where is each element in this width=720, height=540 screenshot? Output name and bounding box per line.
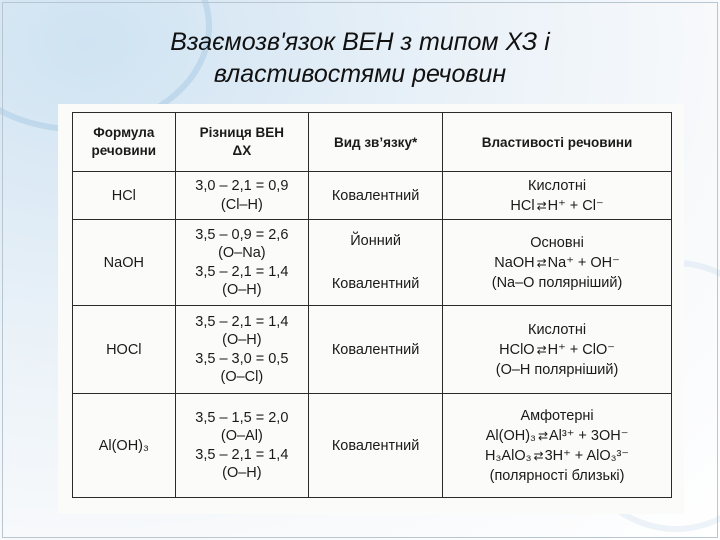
diff-cell: 3,5 – 0,9 = 2,6 (O–Na) 3,5 – 2,1 = 1,4 (O–H) bbox=[175, 220, 308, 306]
diff-cell: 3,0 – 2,1 = 0,9 (Cl–H) bbox=[175, 172, 308, 220]
bond-cell: Ковалентний bbox=[309, 172, 443, 220]
equilibrium-arrow-icon: ⇄ bbox=[536, 342, 546, 357]
props-cell: Кислотні HClO ⇄ H⁺ + ClO⁻ (O–H полярніший) bbox=[443, 306, 672, 394]
scanned-table-sheet bbox=[58, 104, 684, 514]
bond-cell: Ковалентний bbox=[309, 394, 443, 498]
diff-cell: 3,5 – 1,5 = 2,0 (O–Al) 3,5 – 2,1 = 1,4 (O–H) bbox=[175, 394, 308, 498]
header-props: Властивості речовини bbox=[443, 113, 672, 172]
formula-cell: HCl bbox=[73, 172, 176, 220]
title-line-2: властивостями речовин bbox=[213, 60, 507, 88]
props-cell: Кислотні HCl ⇄ H⁺ + Cl⁻ bbox=[443, 172, 672, 220]
equilibrium-arrow-icon: ⇄ bbox=[536, 255, 546, 270]
bond-cell: Ковалентний bbox=[309, 306, 443, 394]
props-cell: Амфотерні Al(OH)₃ ⇄ Al³⁺ + 3OH⁻ H₃AlO₃ ⇄ 3H⁺ + AlO₃³⁻ (полярності близькі) bbox=[443, 394, 672, 498]
formula-cell: Al(OH)₃ bbox=[73, 394, 176, 498]
header-formula: Формула речовини bbox=[73, 113, 176, 172]
header-diff: Різниця ВЕН ΔΧ bbox=[175, 113, 308, 172]
equilibrium-arrow-icon: ⇄ bbox=[537, 428, 547, 443]
props-cell: Основні NaOH ⇄ Na⁺ + OH⁻ (Na–O полярніший) bbox=[443, 220, 672, 306]
formula-cell: NaOH bbox=[73, 220, 176, 306]
table-row bbox=[73, 306, 672, 394]
table-header-row bbox=[73, 113, 672, 172]
bond-cell: Йонний Ковалентний bbox=[309, 220, 443, 306]
ven-bond-table bbox=[72, 112, 672, 498]
dissociation-equation: HClO ⇄ H⁺ + ClO⁻ bbox=[499, 341, 615, 358]
formula-cell: HOCl bbox=[73, 306, 176, 394]
diff-cell: 3,5 – 2,1 = 1,4 (O–H) 3,5 – 3,0 = 0,5 (O–Cl) bbox=[175, 306, 308, 394]
header-bond: Вид зв’язку* bbox=[309, 113, 443, 172]
table-row bbox=[73, 394, 672, 498]
dissociation-equation-2: H₃AlO₃ ⇄ 3H⁺ + AlO₃³⁻ bbox=[485, 447, 630, 464]
table-row bbox=[73, 172, 672, 220]
equilibrium-arrow-icon: ⇄ bbox=[533, 448, 543, 463]
dissociation-equation: HCl ⇄ H⁺ + Cl⁻ bbox=[510, 197, 604, 214]
slide-title bbox=[60, 26, 660, 90]
dissociation-equation: NaOH ⇄ Na⁺ + OH⁻ bbox=[494, 254, 620, 271]
equilibrium-arrow-icon: ⇄ bbox=[536, 198, 546, 213]
dissociation-equation: Al(OH)₃ ⇄ Al³⁺ + 3OH⁻ bbox=[485, 427, 629, 444]
title-line-1: Взаємозв'язок ВЕН з типом ХЗ і bbox=[170, 28, 550, 56]
table-row bbox=[73, 220, 672, 306]
